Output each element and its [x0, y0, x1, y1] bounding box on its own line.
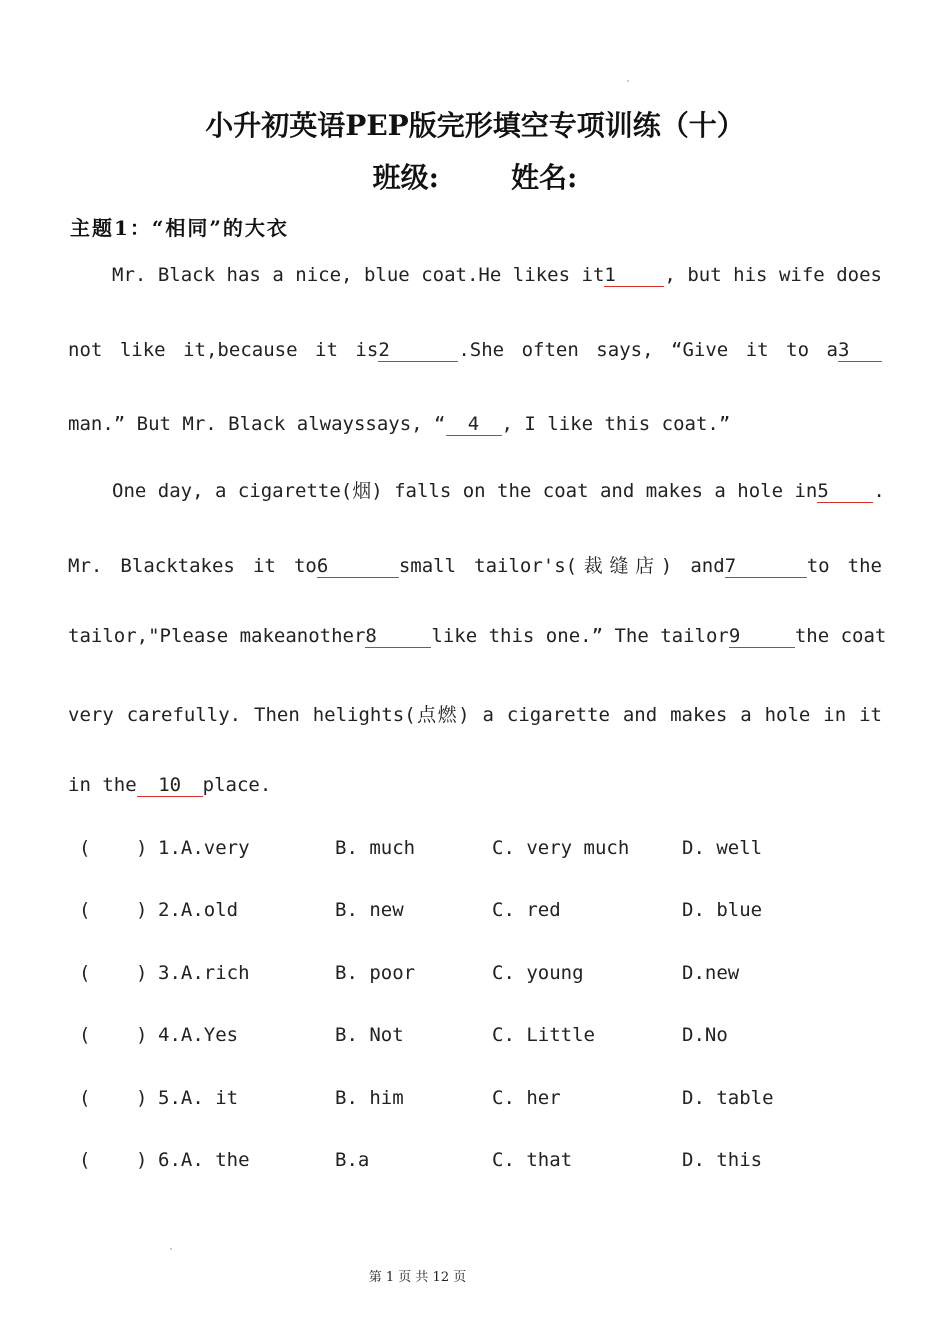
blank-10[interactable]: 10 — [137, 776, 203, 797]
answer-paren-close: ) — [136, 962, 148, 984]
question-row-2 — [0, 899, 950, 929]
answer-paren-open[interactable]: ( — [79, 962, 91, 984]
answer-paren-open[interactable]: ( — [79, 1149, 91, 1171]
option-d: D. table — [682, 1087, 774, 1109]
blank-7[interactable]: 7 — [725, 557, 807, 578]
question-row-3 — [0, 962, 950, 992]
blank-9[interactable]: 9 — [729, 627, 795, 648]
passage-line-8: in the 10 place. — [68, 774, 272, 796]
blank-2[interactable]: 2 — [378, 341, 458, 362]
answer-paren-close: ) — [136, 899, 148, 921]
question-row-6 — [0, 1149, 950, 1179]
blank-8[interactable]: 8 — [365, 627, 431, 648]
blank-4[interactable]: 4 — [446, 415, 502, 436]
blank-1[interactable]: 1 — [604, 266, 664, 287]
answer-paren-close: ) — [136, 1087, 148, 1109]
option-c: C. her — [492, 1087, 561, 1109]
answer-paren-close: ) — [136, 1024, 148, 1046]
option-b: B. him — [335, 1087, 404, 1109]
passage-line-5: Mr. Blacktakes it to6 small tailor's(裁缝店) and7 to the — [68, 555, 883, 577]
option-b: B. poor — [335, 962, 416, 984]
option-c: C. young — [492, 962, 584, 984]
option-b: B. new — [335, 899, 404, 921]
option-c: C. that — [492, 1149, 573, 1171]
name-label: 姓名: — [511, 161, 578, 194]
passage-line-4: One day, a cigarette(烟) falls on the coat and makes a hole in5 . — [112, 480, 885, 502]
blank-3[interactable]: 3 — [838, 341, 882, 362]
passage-line-7: very carefully. Then helights(点燃) a cigarette and makes a hole in it — [68, 704, 882, 726]
page-number: 第 1 页 共 12 页 — [368, 1270, 467, 1285]
blank-6[interactable]: 6 — [317, 557, 399, 578]
scan-dot — [170, 1248, 172, 1250]
option-a: 6.A. the — [158, 1149, 250, 1171]
question-row-1 — [0, 837, 950, 867]
option-d: D. well — [682, 837, 763, 859]
option-a: 3.A.rich — [158, 962, 250, 984]
option-c: C. red — [492, 899, 561, 921]
option-a: 4.A.Yes — [158, 1024, 239, 1046]
option-a: 1.A.very — [158, 837, 250, 859]
answer-paren-open[interactable]: ( — [79, 837, 91, 859]
option-c: C. very much — [492, 837, 630, 859]
passage-line-1: Mr. Black has a nice, blue coat.He likes it1 , but his wife does — [112, 264, 882, 286]
option-b: B.a — [335, 1149, 370, 1171]
option-d: D. blue — [682, 899, 763, 921]
answer-paren-close: ) — [136, 1149, 148, 1171]
passage-line-2: not like it,because it is2 .She often says, “Give it to a3 — [68, 339, 882, 362]
answer-paren-open[interactable]: ( — [79, 1024, 91, 1046]
class-label: 班级: — [372, 161, 439, 194]
question-row-4 — [0, 1024, 950, 1054]
option-a: 2.A.old — [158, 899, 239, 921]
passage-line-6: tailor,"Please makeanother8 like this one.” The tailor9 the coat — [68, 625, 887, 647]
question-row-5 — [0, 1087, 950, 1117]
option-c: C. Little — [492, 1024, 595, 1046]
page-title: 小升初英语PEP版完形填空专项训练（十） — [205, 109, 745, 142]
option-b: B. much — [335, 837, 416, 859]
option-a: 5.A. it — [158, 1087, 239, 1109]
answer-paren-open[interactable]: ( — [79, 899, 91, 921]
passage-line-3: man.” But Mr. Black alwayssays, “ 4 , I like this coat.” — [68, 413, 731, 435]
option-d: D.new — [682, 962, 740, 984]
student-info-line — [0, 156, 950, 196]
answer-paren-close: ) — [136, 837, 148, 859]
scan-dot — [627, 80, 629, 82]
option-d: D. this — [682, 1149, 763, 1171]
answer-paren-open[interactable]: ( — [79, 1087, 91, 1109]
blank-5[interactable]: 5 — [817, 482, 873, 503]
option-d: D.No — [682, 1024, 728, 1046]
section-title: 主题1：“相同”的大衣 — [70, 216, 289, 240]
option-b: B. Not — [335, 1024, 404, 1046]
